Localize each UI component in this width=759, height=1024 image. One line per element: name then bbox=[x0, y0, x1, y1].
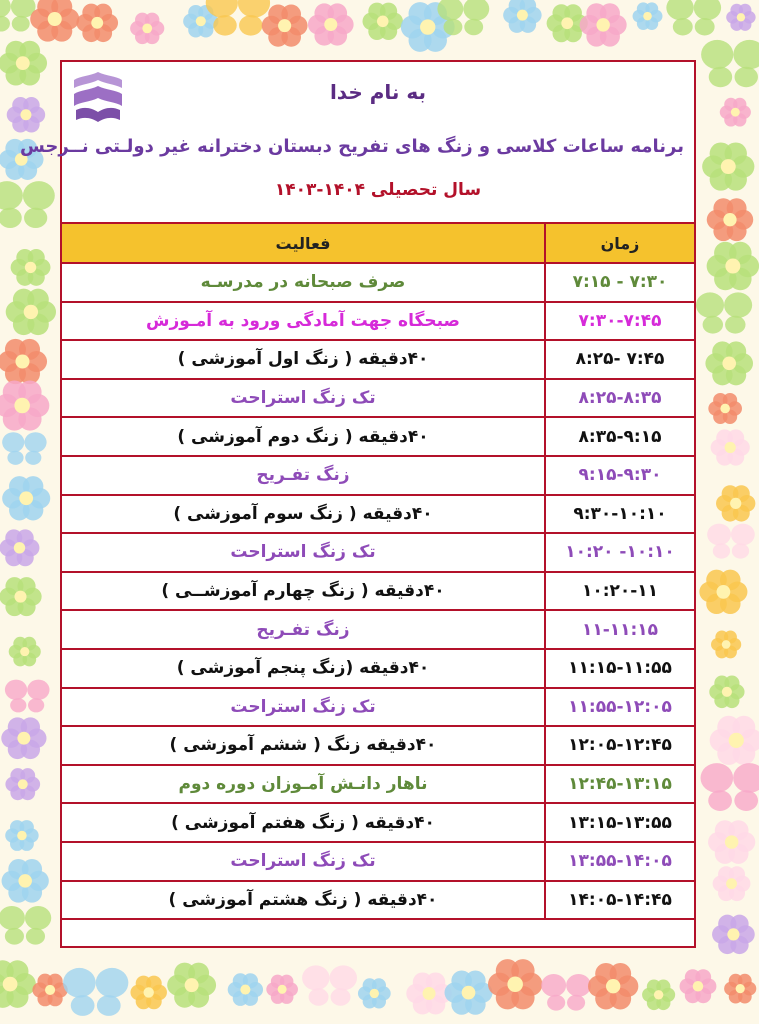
activity-cell: تک زنگ استراحت bbox=[61, 379, 545, 418]
flower-icon bbox=[712, 915, 755, 954]
flower-icon bbox=[713, 866, 751, 901]
schedule-header bbox=[19, 62, 694, 222]
butterfly-icon bbox=[302, 965, 357, 1005]
flower-icon bbox=[0, 41, 47, 86]
time-cell: ۱۰:۲۰-۱۱ bbox=[545, 572, 695, 611]
butterfly-icon bbox=[5, 680, 50, 713]
butterfly-icon bbox=[2, 432, 46, 465]
flower-icon bbox=[503, 0, 541, 33]
time-cell: ۹:۳۰-۱۰:۱۰ bbox=[545, 495, 695, 534]
butterfly-icon bbox=[0, 906, 51, 945]
table-row bbox=[61, 610, 695, 649]
flower-icon bbox=[707, 242, 759, 290]
flower-icon bbox=[680, 969, 717, 1003]
flower-icon bbox=[167, 963, 216, 1008]
academic-year: سال تحصیلی ۱۴۰۴-۱۴۰۳ bbox=[274, 180, 482, 200]
flower-icon bbox=[30, 0, 79, 42]
butterfly-icon bbox=[63, 968, 128, 1016]
flower-icon bbox=[363, 3, 403, 40]
bismillah-heading: به نام خدا bbox=[329, 80, 427, 104]
time-cell: ۷:۳۰ - ۷:۱۵ bbox=[545, 263, 695, 302]
flower-icon bbox=[130, 13, 164, 45]
column-header-activity: فعالیت bbox=[61, 223, 545, 263]
table-row bbox=[61, 842, 695, 881]
flower-icon bbox=[708, 820, 755, 864]
activity-cell: ۴۰دقیقه (زنگ پنجم آموزشی ) bbox=[61, 649, 545, 688]
flower-icon bbox=[709, 676, 744, 709]
flower-icon bbox=[6, 289, 56, 335]
table-row bbox=[61, 456, 695, 495]
activity-cell: تک زنگ استراحت bbox=[61, 533, 545, 572]
time-cell: ۱۰:۱۰- ۱۰:۲۰ bbox=[545, 533, 695, 572]
flower-icon bbox=[588, 963, 638, 1009]
activity-cell: ۴۰دقیقه ( زنگ اول آموزشی ) bbox=[61, 340, 545, 379]
column-header-time: زمان bbox=[545, 223, 695, 263]
activity-cell: زنگ تفـریح bbox=[61, 610, 545, 649]
flower-icon bbox=[708, 393, 742, 424]
flower-icon bbox=[702, 142, 754, 190]
flower-icon bbox=[262, 4, 308, 46]
time-cell: ۱۳:۵۵-۱۴:۰۵ bbox=[545, 842, 695, 881]
time-cell: ۹:۱۵-۹:۳۰ bbox=[545, 456, 695, 495]
table-row bbox=[61, 495, 695, 534]
butterfly-icon bbox=[0, 0, 36, 32]
activity-cell: ۴۰دقیقه ( زنگ چهارم آموزشــی ) bbox=[61, 572, 545, 611]
table-row bbox=[61, 649, 695, 688]
flower-icon bbox=[710, 716, 759, 765]
flower-icon bbox=[0, 960, 36, 1008]
flower-icon bbox=[130, 976, 166, 1010]
flower-icon bbox=[724, 974, 756, 1004]
flower-icon bbox=[707, 198, 753, 241]
flower-icon bbox=[716, 485, 755, 521]
activity-cell: تک زنگ استراحت bbox=[61, 688, 545, 727]
activity-cell: ۴۰دقیقه ( زنگ سوم آموزشی ) bbox=[61, 495, 545, 534]
time-cell: ۸:۳۵-۹:۱۵ bbox=[545, 417, 695, 456]
flower-icon bbox=[228, 973, 263, 1006]
time-cell: ۷:۳۰-۷:۴۵ bbox=[545, 302, 695, 341]
time-cell: ۱۲:۴۵-۱۳:۱۵ bbox=[545, 765, 695, 804]
table-row bbox=[61, 417, 695, 456]
flower-icon bbox=[76, 4, 118, 42]
activity-cell: ۴۰دقیقه ( زنگ هشتم آموزشی ) bbox=[61, 881, 545, 920]
table-row bbox=[61, 688, 695, 727]
flower-icon bbox=[32, 974, 67, 1007]
butterfly-icon bbox=[437, 0, 489, 35]
flower-icon bbox=[7, 97, 45, 133]
table-row bbox=[61, 533, 695, 572]
table-row bbox=[61, 726, 695, 765]
table-row bbox=[61, 340, 695, 379]
flower-icon bbox=[580, 3, 627, 46]
time-cell: ۸:۲۵-۸:۳۵ bbox=[545, 379, 695, 418]
activity-cell: زنگ تفـریح bbox=[61, 456, 545, 495]
table-row bbox=[61, 572, 695, 611]
butterfly-icon bbox=[701, 40, 759, 87]
flower-icon bbox=[5, 820, 38, 851]
flower-icon bbox=[0, 529, 39, 566]
time-cell: ۱۳:۱۵-۱۳:۵۵ bbox=[545, 803, 695, 842]
school-schedule-title: برنامه ساعات کلاسی و زنگ های تفریح دبستان دخترانه غیر دولـتی نــرجس bbox=[19, 136, 684, 157]
activity-cell: ناهار دانـش آمـوزان دوره دوم bbox=[61, 765, 545, 804]
flower-icon bbox=[642, 980, 675, 1011]
butterfly-icon bbox=[541, 974, 591, 1011]
activity-cell: ۴۰دقیقه ( زنگ هفتم آموزشی ) bbox=[61, 803, 545, 842]
activity-cell: ۴۰دقیقه ( زنگ دوم آموزشی ) bbox=[61, 417, 545, 456]
table-row bbox=[61, 881, 695, 920]
flower-icon bbox=[2, 859, 49, 903]
flower-icon bbox=[0, 339, 47, 384]
time-cell: ۱۱:۵۵-۱۲:۰۵ bbox=[545, 688, 695, 727]
flower-icon bbox=[5, 768, 40, 800]
table-header-row bbox=[61, 223, 695, 263]
time-cell: ۱۱-۱۱:۱۵ bbox=[545, 610, 695, 649]
flower-icon bbox=[726, 4, 755, 31]
butterfly-icon bbox=[707, 524, 755, 559]
flower-icon bbox=[358, 978, 391, 1008]
flower-icon bbox=[1, 717, 46, 759]
flower-icon bbox=[0, 380, 49, 430]
flower-icon bbox=[711, 429, 750, 465]
activity-cell: ۴۰دقیقه زنگ ( ششم آموزشی ) bbox=[61, 726, 545, 765]
time-cell: ۷:۴۵ -۸:۲۵ bbox=[545, 340, 695, 379]
table-row bbox=[61, 803, 695, 842]
butterfly-icon bbox=[701, 763, 759, 811]
schedule-card bbox=[19, 60, 696, 948]
table-row bbox=[61, 302, 695, 341]
flower-icon bbox=[0, 577, 42, 616]
schedule-table bbox=[60, 222, 696, 920]
table-row bbox=[61, 765, 695, 804]
table-row bbox=[61, 379, 695, 418]
activity-cell: صبحگاه جهت آمادگی ورود به آمـوزش bbox=[61, 302, 545, 341]
flower-icon bbox=[2, 476, 50, 520]
flower-icon bbox=[308, 3, 354, 45]
time-cell: ۱۴:۰۵-۱۴:۴۵ bbox=[545, 881, 695, 920]
flower-icon bbox=[266, 975, 298, 1004]
time-cell: ۱۱:۱۵-۱۱:۵۵ bbox=[545, 649, 695, 688]
flower-icon bbox=[711, 631, 741, 659]
flower-icon bbox=[633, 2, 663, 30]
activity-cell: تک زنگ استراحت bbox=[61, 842, 545, 881]
flower-icon bbox=[699, 570, 747, 614]
butterfly-icon bbox=[696, 292, 752, 333]
butterfly-icon bbox=[666, 0, 721, 35]
flower-icon bbox=[488, 959, 542, 1009]
flower-icon bbox=[9, 637, 41, 667]
flower-icon bbox=[11, 249, 51, 286]
time-cell: ۱۲:۰۵-۱۲:۴۵ bbox=[545, 726, 695, 765]
activity-cell: صرف صبحانه در مدرسـه bbox=[61, 263, 545, 302]
flower-icon bbox=[445, 970, 493, 1014]
table-row bbox=[61, 263, 695, 302]
flower-icon bbox=[705, 341, 753, 385]
flower-icon bbox=[720, 98, 751, 127]
butterfly-icon bbox=[0, 181, 55, 228]
